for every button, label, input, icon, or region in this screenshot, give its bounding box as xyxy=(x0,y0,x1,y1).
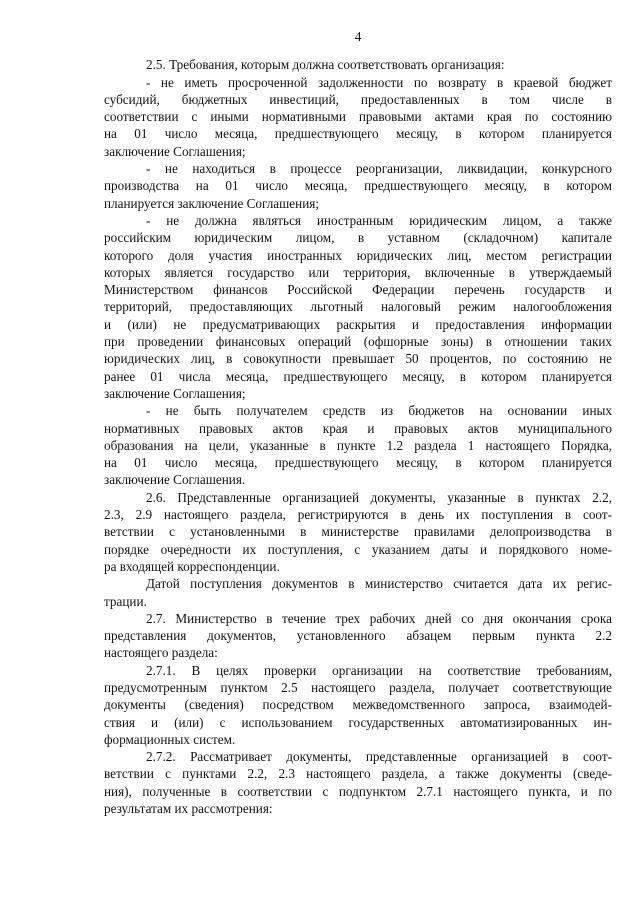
text-line: Датой поступления документов в министерство считается дата их регис- xyxy=(146,576,612,592)
text-line: которого доля участия иностранных юридических лиц, местом регистрации xyxy=(104,247,612,263)
text-line: ра входящей корреспонденции. xyxy=(104,558,280,574)
text-line: 2.6. Представленные организацией документы, указанные в пунктах 2.2, xyxy=(146,489,612,505)
text-line: нормативных правовых актов края и правовых актов муниципального xyxy=(104,420,612,436)
text-line: при проведении финансовых операций (офшорные зоны) в отношении таких xyxy=(104,334,612,350)
text-line: представления документов, установленного абзацем первым пункта 2.2 xyxy=(104,628,612,644)
text-line: образования на цели, указанные в пункте 1.2 раздела 1 настоящего Порядка, xyxy=(104,437,612,453)
text-line: 2.7.1. В целях проверки организации на соответствие требованиям, xyxy=(146,662,612,678)
text-line: планируется заключение Соглашения; xyxy=(104,195,320,211)
text-line: производства на 01 число месяца, предшествующего месяцу, в котором xyxy=(104,178,612,194)
text-line: ветствии с пунктами 2.2, 2.3 настоящего раздела, а также документы (сведе- xyxy=(104,766,612,782)
paragraph-p-2-5 xyxy=(104,56,612,73)
paragraph-p-2-7 xyxy=(104,610,612,662)
text-line: на 01 число месяца, предшествующего месяцу, в котором планируется xyxy=(104,126,612,142)
text-line: настоящего раздела: xyxy=(104,645,218,661)
text-line: результатам их рассмотрения: xyxy=(104,801,273,817)
text-line: заключение Соглашения. xyxy=(104,472,246,488)
text-line: на 01 число месяца, предшествующего месяцу, в котором планируется xyxy=(104,455,612,471)
text-line: соответствии с иными нормативными правовыми актами края по состоянию xyxy=(104,109,612,125)
text-line: заключение Соглашения; xyxy=(104,385,246,401)
text-line: - не быть получателем средств из бюджетов на основании иных xyxy=(146,403,612,419)
text-line: российским юридическим лицом, в уставном (складочном) капитале xyxy=(104,230,612,246)
paragraph-p-2-6 xyxy=(104,489,612,575)
text-line: трации. xyxy=(104,593,147,609)
text-line: - не иметь просроченной задолженности по возврату в краевой бюджет xyxy=(146,74,612,90)
paragraph-p-2-7-1 xyxy=(104,662,612,748)
paragraph-p-2-6-b xyxy=(104,575,612,610)
text-line: Министерством финансов Российской Федерации перечень государств и xyxy=(104,282,612,298)
text-line: ния), полученные в соответствии с подпунктом 2.7.1 настоящего пункта, и по xyxy=(104,783,612,799)
page-number: 4 xyxy=(354,29,362,44)
document-page xyxy=(104,28,612,817)
paragraph-p-2-7-2 xyxy=(104,748,612,817)
text-line: порядке очередности их поступления, с указанием даты и порядкового номе- xyxy=(104,541,612,557)
text-line: ветствии с установленными в министерстве правилами делопроизводства в xyxy=(104,524,612,540)
text-line: и (или) не предусматривающих раскрытия и предоставления информации xyxy=(104,316,612,332)
text-line: - не находиться в процессе реорганизации, ликвидации, конкурсного xyxy=(146,161,612,177)
text-line: ранее 01 числа месяца, предшествующего месяцу, в котором планируется xyxy=(104,368,612,384)
text-line: 2.7. Министерство в течение трех рабочих дней со дня окончания срока xyxy=(146,610,612,626)
text-line: юридических лиц, в совокупности превышает 50 процентов, по состоянию не xyxy=(104,351,612,367)
document-body xyxy=(104,56,612,817)
text-line: формационных систем. xyxy=(104,731,236,747)
text-line: которых является государство или территория, включенные в утверждаемый xyxy=(104,264,612,280)
text-line: 2.5. Требования, которым должна соответствовать организация: xyxy=(146,57,505,73)
text-line: документы (сведения) посредством межведомственного запроса, взаимодей- xyxy=(104,697,612,713)
text-line: заключение Соглашения; xyxy=(104,143,246,159)
text-line: территорий, предоставляющих льготный налоговый режим налогообложения xyxy=(104,299,612,315)
text-line: - не должна являться иностранным юридическим лицом, а также xyxy=(146,212,612,228)
paragraph-p-2-5-a xyxy=(104,74,612,160)
text-line: 2.7.2. Рассматривает документы, представленные организацией в соот- xyxy=(146,749,612,765)
text-line: предусмотренным пунктом 2.5 настоящего раздела, получает соответствующие xyxy=(104,679,612,695)
paragraph-p-2-5-b xyxy=(104,160,612,212)
text-line: 2.3, 2.9 настоящего раздела, регистрируются в день их поступления в соот- xyxy=(104,507,612,523)
paragraph-p-2-5-c xyxy=(104,212,612,402)
paragraph-p-2-5-d xyxy=(104,402,612,488)
text-line: ствия и (или) с использованием государственных автоматизированных ин- xyxy=(104,714,612,730)
text-line: субсидий, бюджетных инвестиций, предоставленных в том числе в xyxy=(104,91,612,107)
